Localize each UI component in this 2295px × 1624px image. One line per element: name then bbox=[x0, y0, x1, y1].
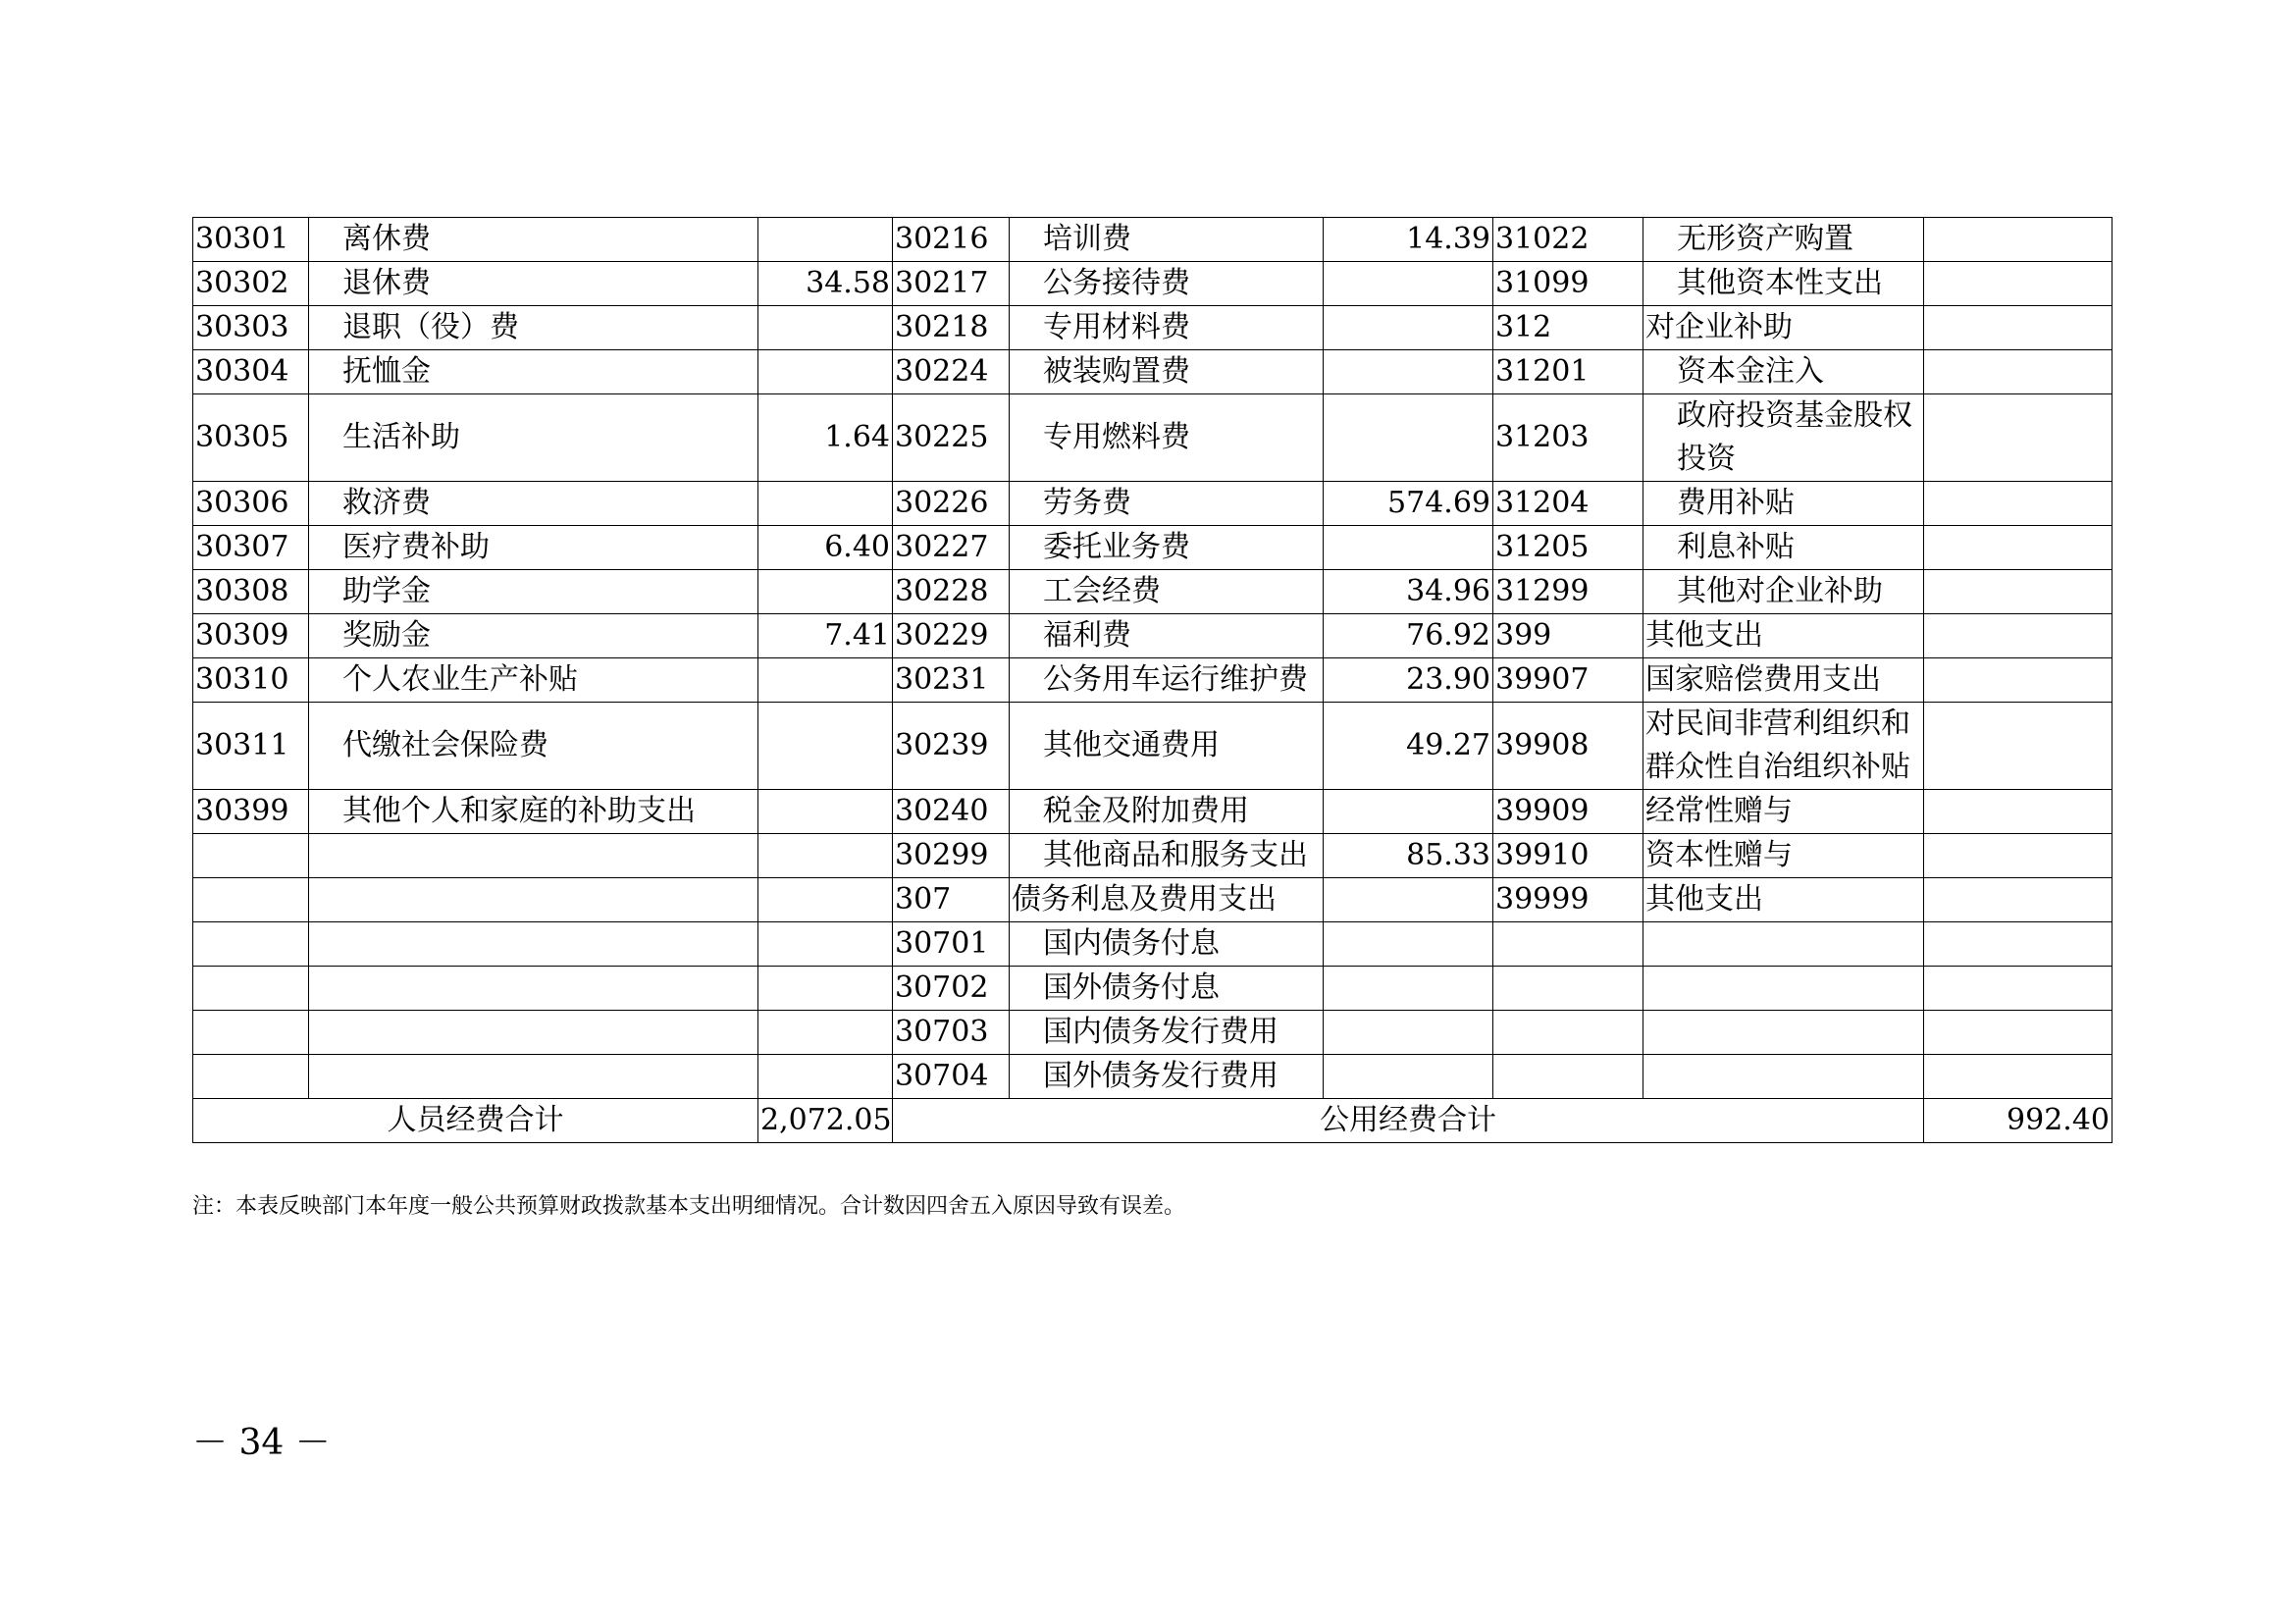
value-cell bbox=[758, 878, 893, 922]
value-cell: 49.27 bbox=[1324, 703, 1493, 790]
name-cell: 代缴社会保险费 bbox=[309, 703, 758, 790]
value-cell bbox=[1924, 878, 2112, 922]
value-cell bbox=[1324, 394, 1493, 482]
value-cell: 23.90 bbox=[1324, 658, 1493, 703]
value-cell bbox=[1924, 614, 2112, 658]
table-row bbox=[193, 526, 2112, 570]
name-cell: 福利费 bbox=[1010, 614, 1324, 658]
name-cell: 医疗费补助 bbox=[309, 526, 758, 570]
name-cell: 专用燃料费 bbox=[1010, 394, 1324, 482]
code-cell: 30228 bbox=[893, 570, 1010, 614]
code-cell: 30299 bbox=[893, 834, 1010, 878]
name-cell: 对企业补助 bbox=[1643, 306, 1924, 350]
table-row bbox=[193, 394, 2112, 482]
code-cell: 30702 bbox=[893, 967, 1010, 1011]
name-cell: 专用材料费 bbox=[1010, 306, 1324, 350]
table-row bbox=[193, 922, 2112, 967]
table-row bbox=[193, 350, 2112, 394]
code-cell: 30399 bbox=[193, 790, 309, 834]
name-cell: 公务接待费 bbox=[1010, 262, 1324, 306]
name-cell bbox=[309, 967, 758, 1011]
code-cell bbox=[1493, 967, 1643, 1011]
value-cell bbox=[1324, 967, 1493, 1011]
table-row bbox=[193, 218, 2112, 262]
value-cell bbox=[758, 306, 893, 350]
code-cell: 30305 bbox=[193, 394, 309, 482]
name-cell: 国外债务发行费用 bbox=[1010, 1055, 1324, 1099]
name-cell: 经常性赠与 bbox=[1643, 790, 1924, 834]
name-cell: 个人农业生产补贴 bbox=[309, 658, 758, 703]
code-cell bbox=[193, 1011, 309, 1055]
name-cell: 其他对企业补助 bbox=[1643, 570, 1924, 614]
personnel-total-label: 人员经费合计 bbox=[193, 1099, 758, 1143]
value-cell bbox=[1324, 262, 1493, 306]
value-cell bbox=[1324, 878, 1493, 922]
code-cell bbox=[193, 967, 309, 1011]
code-cell: 31203 bbox=[1493, 394, 1643, 482]
value-cell bbox=[1924, 834, 2112, 878]
table-note: 注：本表反映部门本年度一般公共预算财政拨款基本支出明细情况。合计数因四舍五入原因导致有误差。 bbox=[192, 1194, 1186, 1219]
name-cell bbox=[309, 1055, 758, 1099]
code-cell: 30225 bbox=[893, 394, 1010, 482]
value-cell bbox=[758, 922, 893, 967]
page-number: － 34 － bbox=[192, 1423, 331, 1463]
code-cell: 39907 bbox=[1493, 658, 1643, 703]
name-cell: 费用补贴 bbox=[1643, 482, 1924, 526]
table-row bbox=[193, 262, 2112, 306]
code-cell: 399 bbox=[1493, 614, 1643, 658]
value-cell: 574.69 bbox=[1324, 482, 1493, 526]
value-cell bbox=[1924, 922, 2112, 967]
value-cell bbox=[1924, 350, 2112, 394]
code-cell: 30229 bbox=[893, 614, 1010, 658]
value-cell bbox=[758, 967, 893, 1011]
value-cell: 14.39 bbox=[1324, 218, 1493, 262]
code-cell bbox=[193, 878, 309, 922]
name-cell: 资本性赠与 bbox=[1643, 834, 1924, 878]
name-cell bbox=[1643, 967, 1924, 1011]
value-cell bbox=[1924, 703, 2112, 790]
name-cell: 退职（役）费 bbox=[309, 306, 758, 350]
name-cell: 对民间非营利组织和 群众性自治组织补贴 bbox=[1643, 703, 1924, 790]
value-cell bbox=[1924, 262, 2112, 306]
name-cell: 委托业务费 bbox=[1010, 526, 1324, 570]
name-cell: 培训费 bbox=[1010, 218, 1324, 262]
value-cell bbox=[1324, 790, 1493, 834]
value-cell bbox=[1324, 1011, 1493, 1055]
value-cell bbox=[1924, 218, 2112, 262]
code-cell: 30310 bbox=[193, 658, 309, 703]
table-row bbox=[193, 658, 2112, 703]
code-cell bbox=[193, 922, 309, 967]
value-cell bbox=[1924, 1055, 2112, 1099]
totals-row bbox=[193, 1099, 2112, 1143]
value-cell bbox=[1924, 967, 2112, 1011]
name-cell: 国家赔偿费用支出 bbox=[1643, 658, 1924, 703]
name-cell bbox=[309, 834, 758, 878]
name-cell: 劳务费 bbox=[1010, 482, 1324, 526]
code-cell: 30703 bbox=[893, 1011, 1010, 1055]
table-row bbox=[193, 790, 2112, 834]
code-cell: 30224 bbox=[893, 350, 1010, 394]
budget-detail-table bbox=[192, 217, 2112, 1143]
value-cell bbox=[1924, 1011, 2112, 1055]
code-cell: 30307 bbox=[193, 526, 309, 570]
name-cell: 抚恤金 bbox=[309, 350, 758, 394]
name-cell bbox=[309, 878, 758, 922]
code-cell: 31204 bbox=[1493, 482, 1643, 526]
name-cell: 奖励金 bbox=[309, 614, 758, 658]
code-cell: 39909 bbox=[1493, 790, 1643, 834]
code-cell: 30231 bbox=[893, 658, 1010, 703]
code-cell: 30704 bbox=[893, 1055, 1010, 1099]
name-cell: 其他交通费用 bbox=[1010, 703, 1324, 790]
code-cell: 31099 bbox=[1493, 262, 1643, 306]
value-cell bbox=[1924, 790, 2112, 834]
value-cell: 76.92 bbox=[1324, 614, 1493, 658]
name-cell: 利息补贴 bbox=[1643, 526, 1924, 570]
code-cell: 39910 bbox=[1493, 834, 1643, 878]
value-cell bbox=[758, 350, 893, 394]
name-cell bbox=[309, 1011, 758, 1055]
name-cell: 无形资产购置 bbox=[1643, 218, 1924, 262]
value-cell bbox=[758, 482, 893, 526]
value-cell bbox=[1324, 1055, 1493, 1099]
value-cell bbox=[1324, 526, 1493, 570]
name-cell: 公务用车运行维护费 bbox=[1010, 658, 1324, 703]
name-cell: 其他资本性支出 bbox=[1643, 262, 1924, 306]
table-row bbox=[193, 1055, 2112, 1099]
value-cell bbox=[758, 658, 893, 703]
table-row bbox=[193, 703, 2112, 790]
name-cell: 退休费 bbox=[309, 262, 758, 306]
value-cell bbox=[1324, 350, 1493, 394]
name-cell: 工会经费 bbox=[1010, 570, 1324, 614]
public-total-label: 公用经费合计 bbox=[893, 1099, 1924, 1143]
table-row bbox=[193, 967, 2112, 1011]
name-cell: 被装购置费 bbox=[1010, 350, 1324, 394]
name-cell bbox=[309, 922, 758, 967]
personnel-total-value: 2,072.05 bbox=[758, 1099, 893, 1143]
name-cell: 救济费 bbox=[309, 482, 758, 526]
value-cell bbox=[758, 1011, 893, 1055]
value-cell: 7.41 bbox=[758, 614, 893, 658]
name-cell: 其他商品和服务支出 bbox=[1010, 834, 1324, 878]
code-cell bbox=[1493, 1055, 1643, 1099]
value-cell bbox=[758, 218, 893, 262]
name-cell: 国外债务付息 bbox=[1010, 967, 1324, 1011]
code-cell: 30301 bbox=[193, 218, 309, 262]
code-cell: 30308 bbox=[193, 570, 309, 614]
name-cell bbox=[1643, 922, 1924, 967]
code-cell: 30302 bbox=[193, 262, 309, 306]
name-cell: 助学金 bbox=[309, 570, 758, 614]
name-cell: 政府投资基金股权 投资 bbox=[1643, 394, 1924, 482]
table-row bbox=[193, 1011, 2112, 1055]
code-cell: 30240 bbox=[893, 790, 1010, 834]
code-cell: 30306 bbox=[193, 482, 309, 526]
code-cell: 30303 bbox=[193, 306, 309, 350]
code-cell: 39999 bbox=[1493, 878, 1643, 922]
value-cell bbox=[1924, 526, 2112, 570]
table-row bbox=[193, 570, 2112, 614]
value-cell bbox=[1924, 394, 2112, 482]
name-cell: 生活补助 bbox=[309, 394, 758, 482]
name-cell: 国内债务付息 bbox=[1010, 922, 1324, 967]
code-cell: 30304 bbox=[193, 350, 309, 394]
name-cell: 资本金注入 bbox=[1643, 350, 1924, 394]
name-cell: 离休费 bbox=[309, 218, 758, 262]
name-cell: 其他个人和家庭的补助支出 bbox=[309, 790, 758, 834]
public-total-value: 992.40 bbox=[1924, 1099, 2112, 1143]
table-row bbox=[193, 878, 2112, 922]
value-cell: 85.33 bbox=[1324, 834, 1493, 878]
name-cell: 债务利息及费用支出 bbox=[1010, 878, 1324, 922]
name-cell: 其他支出 bbox=[1643, 614, 1924, 658]
code-cell: 30311 bbox=[193, 703, 309, 790]
table-row bbox=[193, 482, 2112, 526]
code-cell: 307 bbox=[893, 878, 1010, 922]
code-cell: 31201 bbox=[1493, 350, 1643, 394]
code-cell: 31299 bbox=[1493, 570, 1643, 614]
code-cell: 30226 bbox=[893, 482, 1010, 526]
code-cell: 39908 bbox=[1493, 703, 1643, 790]
code-cell: 312 bbox=[1493, 306, 1643, 350]
name-cell bbox=[1643, 1011, 1924, 1055]
value-cell: 34.58 bbox=[758, 262, 893, 306]
value-cell: 1.64 bbox=[758, 394, 893, 482]
value-cell bbox=[1924, 306, 2112, 350]
value-cell: 6.40 bbox=[758, 526, 893, 570]
value-cell bbox=[1924, 658, 2112, 703]
value-cell bbox=[758, 790, 893, 834]
value-cell bbox=[758, 834, 893, 878]
value-cell bbox=[758, 1055, 893, 1099]
value-cell bbox=[1924, 570, 2112, 614]
code-cell bbox=[193, 834, 309, 878]
value-cell bbox=[1324, 922, 1493, 967]
code-cell: 30239 bbox=[893, 703, 1010, 790]
table-row bbox=[193, 306, 2112, 350]
value-cell: 34.96 bbox=[1324, 570, 1493, 614]
code-cell: 30227 bbox=[893, 526, 1010, 570]
code-cell bbox=[1493, 922, 1643, 967]
name-cell: 税金及附加费用 bbox=[1010, 790, 1324, 834]
name-cell: 国内债务发行费用 bbox=[1010, 1011, 1324, 1055]
code-cell bbox=[193, 1055, 309, 1099]
table-row bbox=[193, 614, 2112, 658]
table-body bbox=[193, 218, 2112, 1099]
code-cell bbox=[1493, 1011, 1643, 1055]
table-row bbox=[193, 834, 2112, 878]
value-cell bbox=[1324, 306, 1493, 350]
name-cell: 其他支出 bbox=[1643, 878, 1924, 922]
code-cell: 30701 bbox=[893, 922, 1010, 967]
name-cell bbox=[1643, 1055, 1924, 1099]
code-cell: 30216 bbox=[893, 218, 1010, 262]
code-cell: 31022 bbox=[1493, 218, 1643, 262]
code-cell: 30217 bbox=[893, 262, 1010, 306]
code-cell: 31205 bbox=[1493, 526, 1643, 570]
value-cell bbox=[1924, 482, 2112, 526]
value-cell bbox=[758, 703, 893, 790]
code-cell: 30309 bbox=[193, 614, 309, 658]
code-cell: 30218 bbox=[893, 306, 1010, 350]
value-cell bbox=[758, 570, 893, 614]
